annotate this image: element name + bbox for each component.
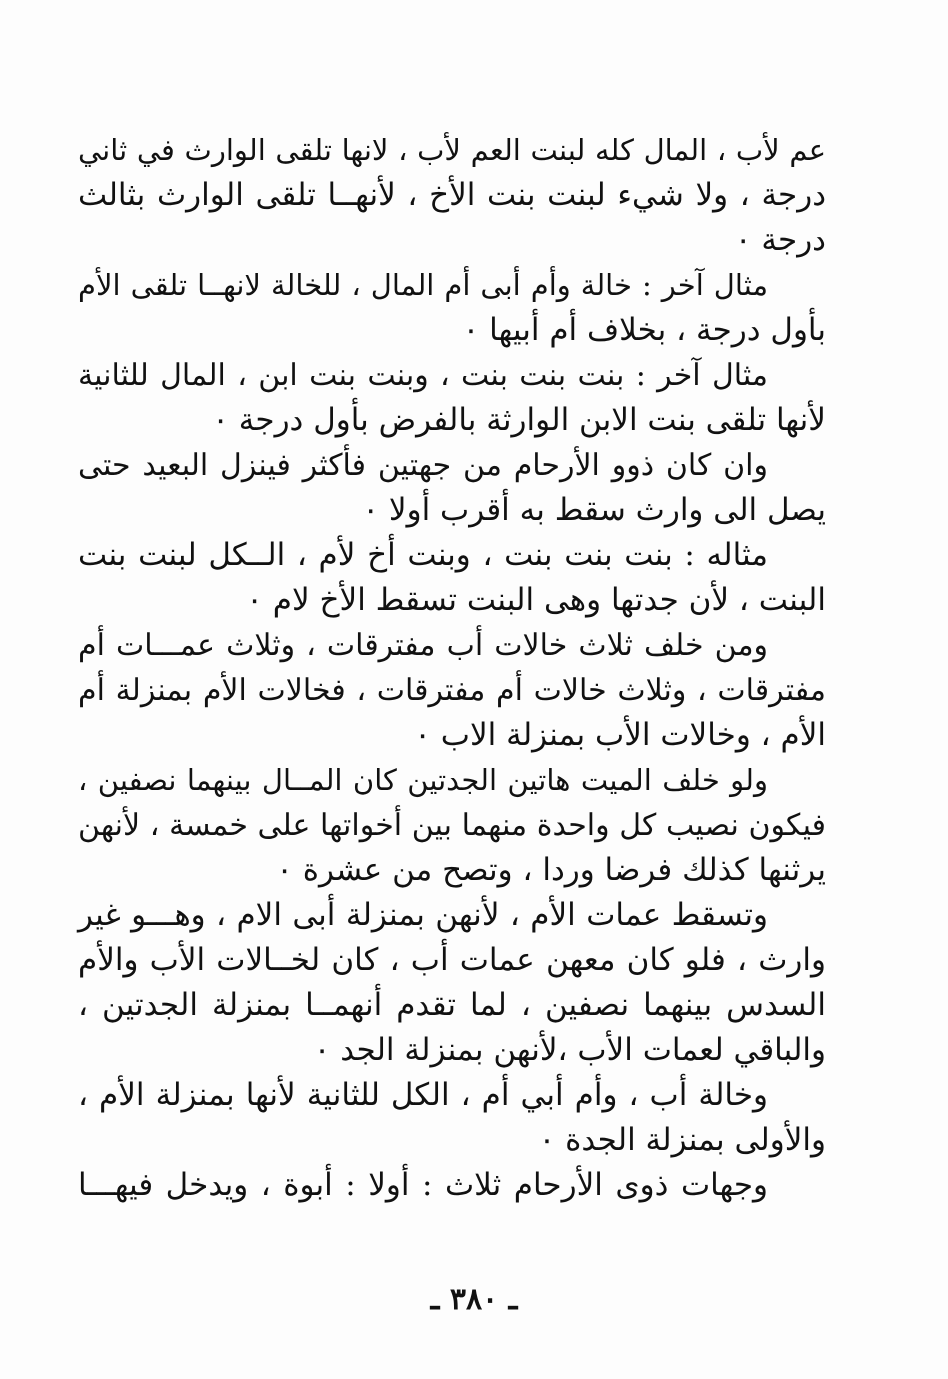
- text-line: السدس بينهما نصفين ، لما تقدم أنهمــا بمنزلة الجدتين ،: [78, 987, 826, 1023]
- page-number: ـ ٣٨٠ ـ: [430, 1282, 518, 1317]
- text-line: الأم ، وخالات الأب بمنزلة الاب ٠: [414, 717, 826, 753]
- paragraph-9: [78, 1073, 826, 1163]
- text-line: عم لأب ، المال كله لبنت العم لأب ، لانها تلقى الوارث في ثاني: [78, 133, 826, 167]
- text-line: درجة ٠: [734, 222, 826, 258]
- text-line: وتسقط عمات الأم ، لأنهن بمنزلة أبى الام ، وهـــو غير: [78, 897, 768, 933]
- text-line: درجة ، ولا شيء لبنت بنت الأخ ، لأنهــا تلقى الوارث بثالث: [78, 177, 826, 213]
- text-line: يصل الى وارث سقط به أقرب أولا ٠: [362, 492, 826, 528]
- text-line: يرثنها كذلك فرضا وردا ، وتصح من عشرة ٠: [276, 852, 826, 888]
- text-line: مثال آخر : خالة وأم أبى أم المال ، للخالة لانهــا تلقى الأم: [78, 268, 768, 302]
- paragraph-3: [78, 353, 826, 443]
- paragraph-8: [78, 893, 826, 1073]
- page-body-text: [78, 128, 826, 1208]
- text-line: والباقي لعمات الأب ،لأنهن بمنزلة الجد ٠: [313, 1032, 826, 1068]
- paragraph-1: [78, 128, 826, 263]
- text-line: والأولى بمنزلة الجدة ٠: [538, 1122, 826, 1158]
- text-line: ولو خلف الميت هاتين الجدتين كان المــال بينهما نصفين ،: [78, 763, 768, 797]
- paragraph-5: [78, 533, 826, 623]
- text-line: وخالة أب ، وأم أبي أم ، الكل للثانية لأنها بمنزلة الأم ،: [78, 1077, 768, 1113]
- text-line: مفترقات ، وثلاث خالات أم مفترقات ، فخالات الأم بمنزلة أم: [78, 673, 826, 708]
- text-line: وارث ، فلو كان معهن عمات أب ، كان لخــالات الأب والأم: [78, 942, 826, 978]
- text-line: بأول درجة ، بخلاف أم أبيها ٠: [462, 312, 826, 348]
- text-line: ومن خلف ثلاث خالات أب مفترقات ، وثلاث عمـــات أم: [78, 628, 768, 663]
- paragraph-7: [78, 758, 826, 893]
- paragraph-4: [78, 443, 826, 533]
- text-line: فيكون نصيب كل واحدة منهما بين أخواتها على خمسة ، لأنهن: [78, 808, 826, 843]
- paragraph-10: [78, 1163, 826, 1208]
- text-line: لأنها تلقى بنت الابن الوارثة بالفرض بأول درجة ٠: [212, 402, 826, 438]
- paragraph-2: [78, 263, 826, 353]
- paragraph-6: [78, 623, 826, 758]
- text-line: مثال آخر : بنت بنت بنت ، وبنت بنت ابن ، المال للثانية: [78, 358, 768, 393]
- text-line: البنت ، لأن جدتها وهى البنت تسقط الأخ لام ٠: [246, 582, 826, 618]
- text-line: وان كان ذوو الأرحام من جهتين فأكثر فينزل البعيد حتى: [78, 448, 768, 483]
- text-line: وجهات ذوى الأرحام ثلاث : أولا : أبوة ، ويدخل فيهـــا: [78, 1167, 768, 1203]
- text-line: مثاله : بنت بنت بنت ، وبنت أخ لأم ، الــكل لبنت بنت: [78, 537, 768, 573]
